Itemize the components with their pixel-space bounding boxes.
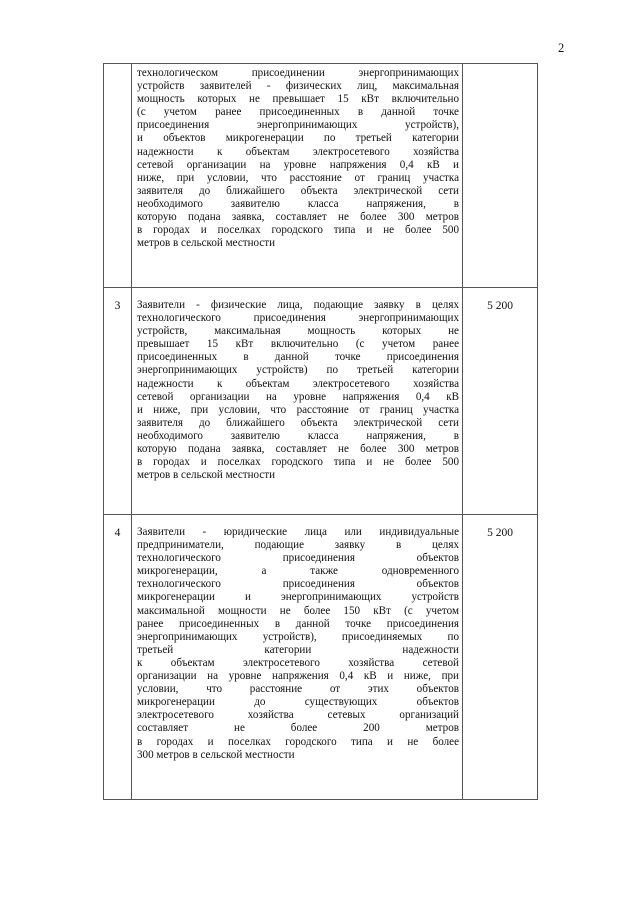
text-line: и ниже, при условии, что расстояние от границ участка bbox=[137, 403, 459, 416]
text-line: в городах и поселках городского типа и не более 500 bbox=[137, 456, 459, 469]
text-line: электросетевого хозяйства сетевых организаций bbox=[137, 709, 459, 722]
row-price-cell: 5 200 bbox=[463, 288, 538, 515]
text-line: и объектов микрогенерации по третьей категории bbox=[137, 132, 459, 145]
text-line: присоединенных в данной точке присоединения bbox=[137, 351, 459, 364]
row-description-cell bbox=[132, 288, 463, 515]
text-line: которую подана заявка, составляет не более 300 метров bbox=[137, 211, 459, 224]
row-number-cell: 3 bbox=[104, 288, 132, 515]
row-number-cell bbox=[104, 64, 132, 288]
text-line: метров в сельской местности bbox=[137, 469, 276, 482]
text-line: мощность которых не превышает 15 кВт включительно bbox=[137, 93, 459, 106]
text-line: Заявители - юридические лица или индивидуальные bbox=[137, 526, 459, 538]
text-line: микрогенерации до существующих объектов bbox=[137, 696, 459, 709]
text-line: заявителя до ближайшего объекта электрической сети bbox=[137, 416, 459, 429]
text-line: третьей категории надежности bbox=[137, 643, 459, 656]
text-line: организации на уровне напряжения 0,4 кВ и ниже, при bbox=[137, 670, 459, 683]
text-line: технологического присоединения объектов bbox=[137, 552, 459, 565]
table-row bbox=[104, 288, 538, 515]
text-line: ниже, при условии, что расстояние от границ участка bbox=[137, 171, 459, 184]
text-line: метров в сельской местности bbox=[137, 237, 276, 250]
text-line: условии, что расстояние от этих объектов bbox=[137, 683, 459, 696]
text-line: энергопринимающих устройств) по третьей категории bbox=[137, 364, 459, 377]
row-description-cell bbox=[132, 64, 463, 288]
text-line: необходимого заявителю класса напряжения, в bbox=[137, 429, 459, 442]
text-line: к объектам электросетевого хозяйства сетевой bbox=[137, 656, 459, 669]
text-line: технологического присоединения объектов bbox=[137, 578, 459, 591]
text-line: микрогенерации и энергопринимающих устройств bbox=[137, 591, 459, 604]
text-line: максимальной мощности не более 150 кВт (с учетом bbox=[137, 604, 459, 617]
text-line: микрогенерации, а также одновременного bbox=[137, 565, 459, 578]
text-line: энергопринимающих устройств), присоединяемых по bbox=[137, 630, 459, 643]
text-line: устройств, максимальная мощность которых не bbox=[137, 325, 459, 338]
page-number: 2 bbox=[558, 41, 565, 55]
text-line: (с учетом ранее присоединенных в данной точке bbox=[137, 106, 459, 119]
text-line: технологическом присоединении энергопринимающих bbox=[137, 67, 459, 79]
text-line: Заявители - физические лица, подающие заявку в целях bbox=[137, 299, 459, 311]
text-line: присоединения энергопринимающих устройств), bbox=[137, 119, 459, 132]
text-line: превышает 15 кВт включительно (с учетом ранее bbox=[137, 338, 459, 351]
text-line: предприниматели, подающие заявку в целях bbox=[137, 539, 459, 552]
text-line: сетевой организации на уровне напряжения 0,4 кВ bbox=[137, 390, 459, 403]
text-line: сетевой организации на уровне напряжения 0,4 кВ и bbox=[137, 158, 459, 171]
text-line: ранее присоединенных в данной точке присоединения bbox=[137, 617, 459, 630]
text-line: технологического присоединения энергопринимающих bbox=[137, 312, 459, 325]
text-line: надежности к объектам электросетевого хозяйства bbox=[137, 145, 459, 158]
row-price-cell bbox=[463, 64, 538, 288]
row-description-cell bbox=[132, 515, 463, 800]
text-line: устройств заявителей - физических лиц, максимальная bbox=[137, 80, 459, 93]
text-line: составляет не более 200 метров bbox=[137, 722, 459, 735]
text-line: надежности к объектам электросетевого хозяйства bbox=[137, 377, 459, 390]
text-line: 300 метров в сельской местности bbox=[137, 748, 295, 761]
row-price-cell: 5 200 bbox=[463, 515, 538, 800]
table-row bbox=[104, 515, 538, 800]
text-line: которую подана заявка, составляет не более 300 метров bbox=[137, 443, 459, 456]
tariff-table bbox=[103, 63, 538, 800]
row-number-cell: 4 bbox=[104, 515, 132, 800]
table-row-continuation bbox=[104, 64, 538, 288]
text-line: заявителя до ближайшего объекта электрической сети bbox=[137, 184, 459, 197]
text-line: в городах и поселках городского типа и не более bbox=[137, 735, 459, 748]
text-line: необходимого заявителю класса напряжения, в bbox=[137, 197, 459, 210]
text-line: в городах и поселках городского типа и не более 500 bbox=[137, 224, 459, 237]
